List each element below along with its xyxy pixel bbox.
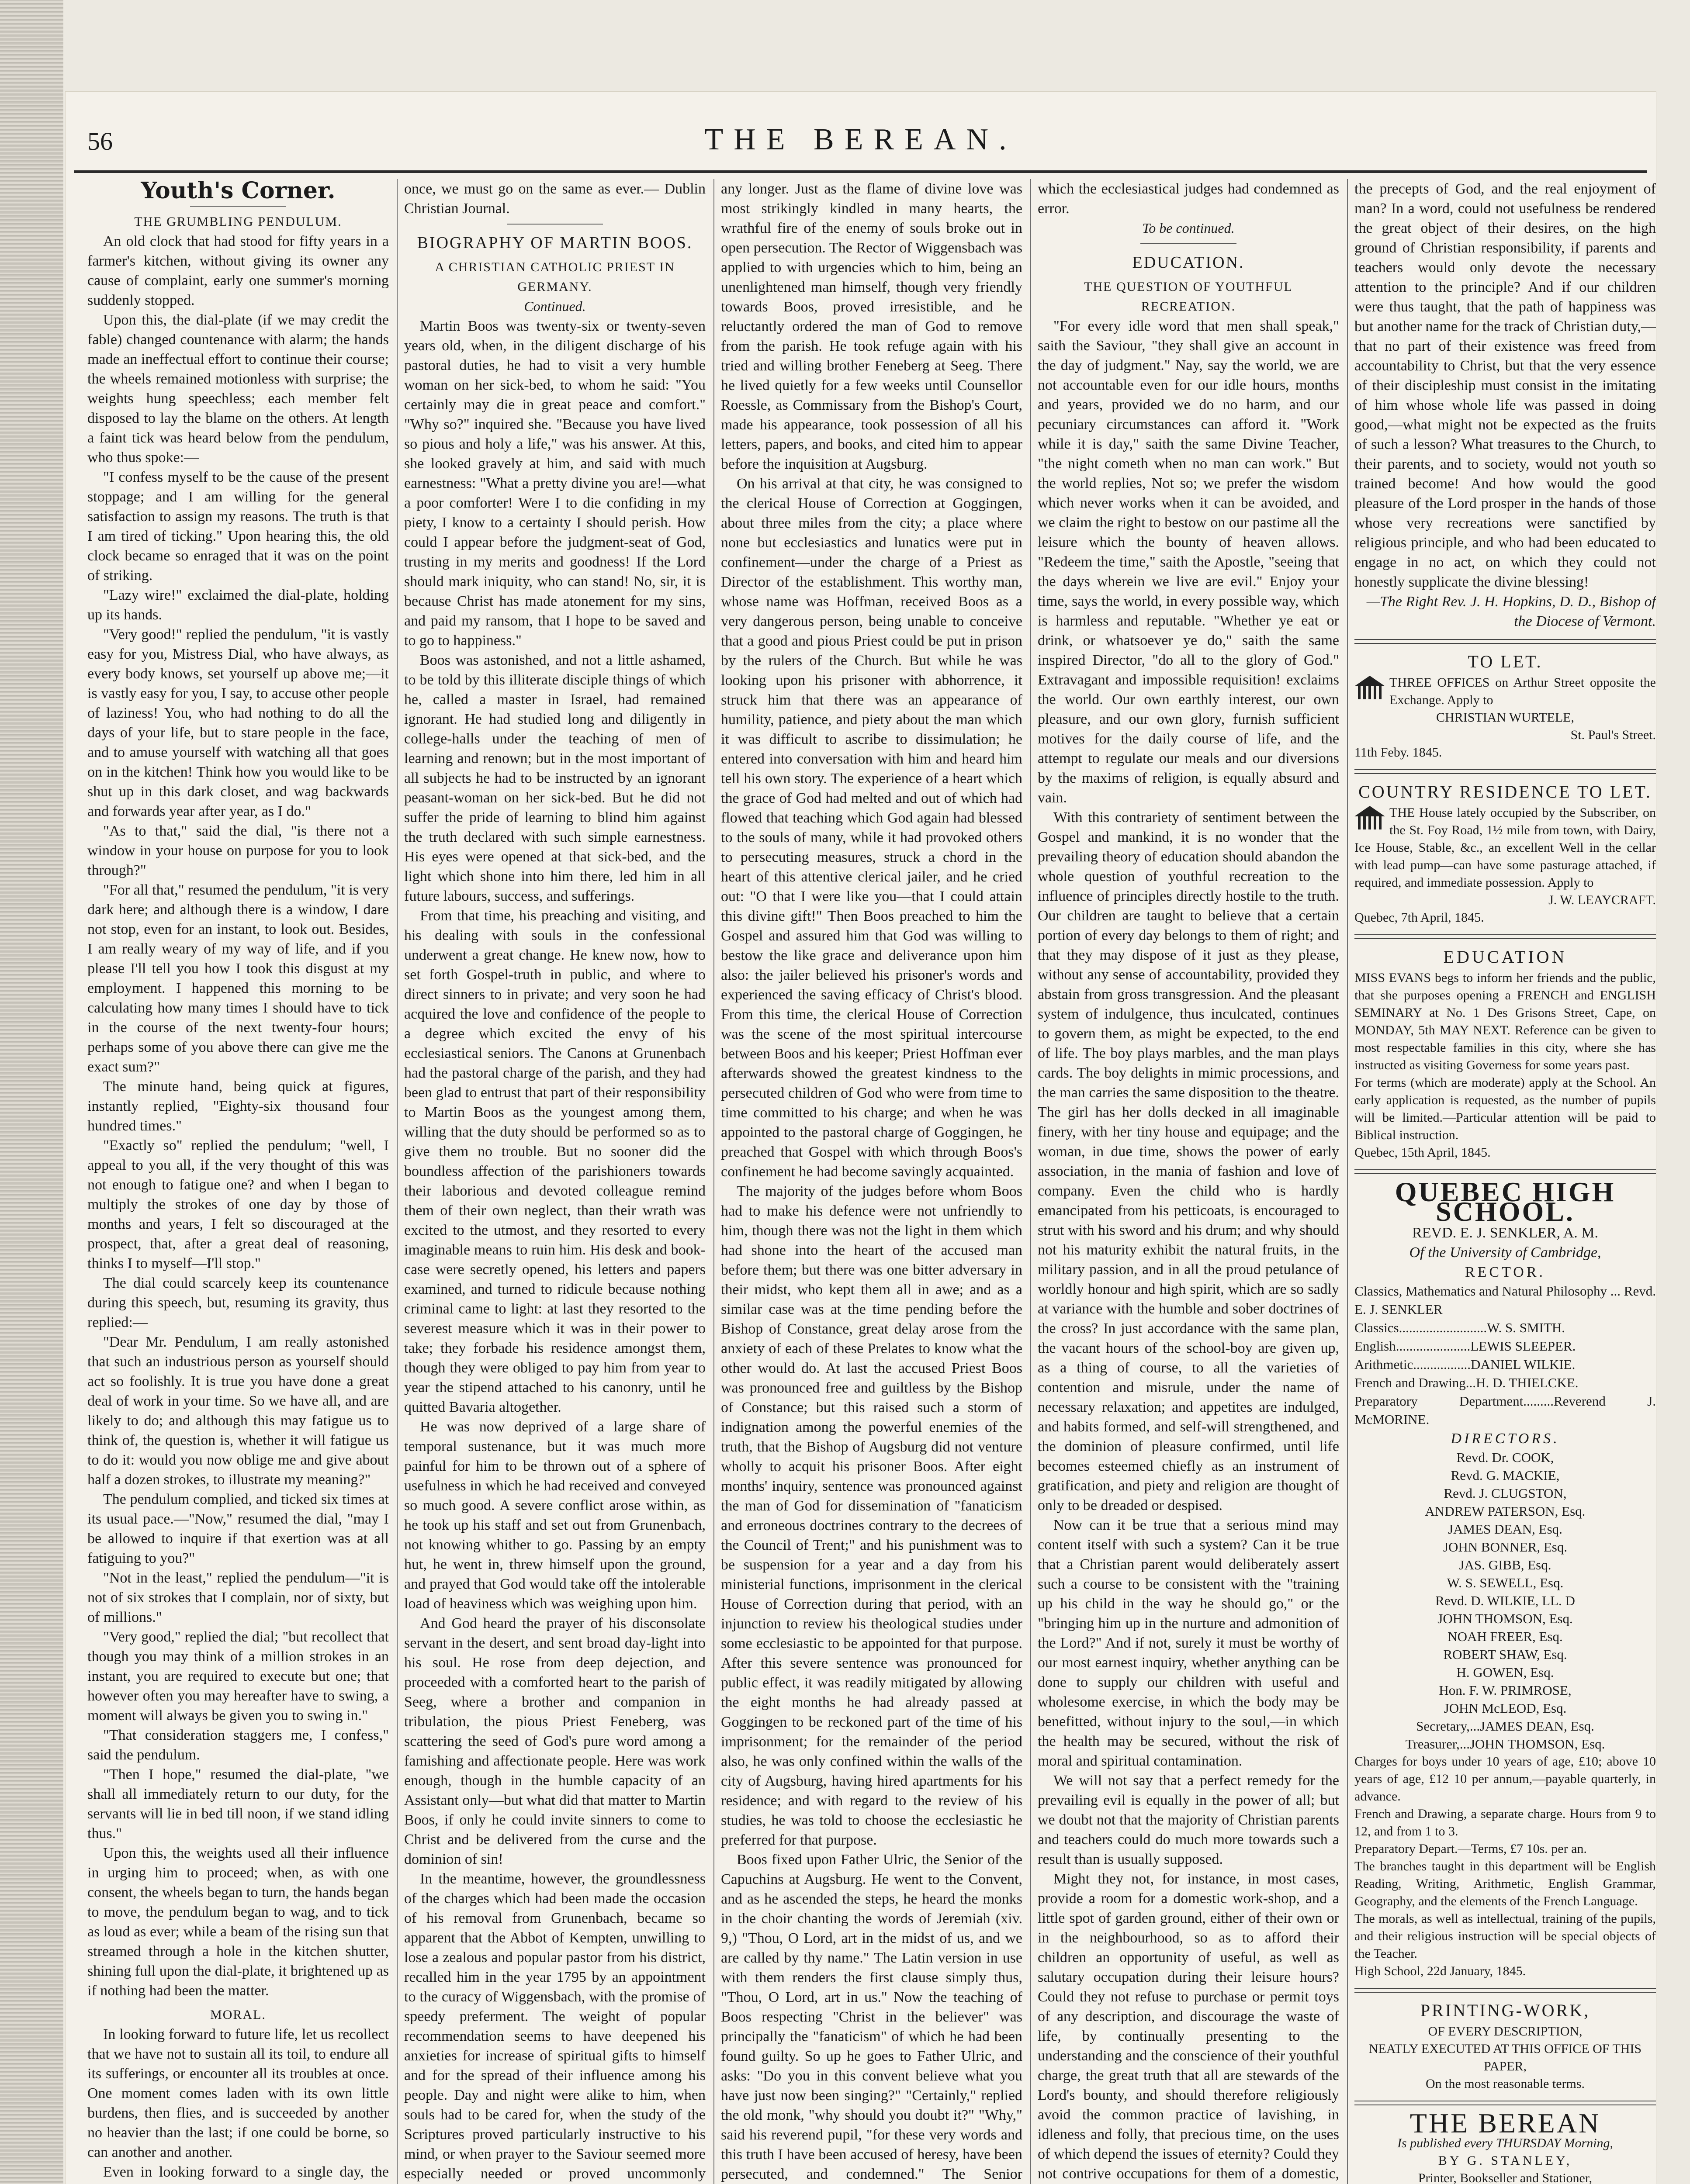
director: JOHN BONNER, Esq.	[1443, 1539, 1568, 1555]
paragraph: Now can it be true that a serious mind may content itself with such a system? Can it be true that a Christian parent would deliberately assert such a course to be consistent with the "training up his child in the way he should go," or the "bringing him up in the nurture and admonition of the Lord?" And if not, surely it must be worthy of our most earnest inquiry, whether anything can be done to supply our children with useful and wholesome exercise, in which the body may be benefitted, without injury to the soul,—in which the health may be secured, without the risk of moral and spiritual contamination.	[1038, 1517, 1339, 1769]
paragraph: "For all that," resumed the pendulum, "it is very dark here; and although there is a window, I dare not stop, even for an instant, to look out. Besides, I am really weary of my way of life, and if you please I'll tell you how I took this disgust at my employment. I happened this morning to be calculating how many times I should have to tick in the course of the next twenty-four hours; perhaps some of you above there can give me the exact sum?"	[87, 882, 389, 1075]
paragraph: Boos was astonished, and not a little ashamed, to be told by this illiterate disciple things of which he, called a master in Israel, had remained ignorant. He had studied long and diligently in college-halls under the teaching of men of learning and renown; but in the most important of all subjects he had to be instructed by an ignorant peasant-woman on her sick-bed. But he did not suffer the pride of learning to blind him against the truth declared with such simple earnestness. His eyes were opened at that sick-bed, and the light which shone into him there, led him in all future labours, success, and sufferings.	[404, 652, 706, 904]
article-title: THE GRUMBLING PENDULUM.	[134, 214, 342, 229]
paragraph: "That consideration staggers me, I confess," said the pendulum.	[87, 1727, 389, 1763]
ad-body: THREE OFFICES on Arthur Street opposite the Exchange. Apply to	[1389, 675, 1656, 707]
director: JAS. GIBB, Esq.	[1459, 1557, 1551, 1572]
header-rule	[74, 170, 1647, 173]
treasurer: Treasurer,...JOHN THOMSON, Esq.	[1405, 1736, 1605, 1752]
divider	[1354, 1988, 1656, 1993]
ad-date: 11th Feby. 1845.	[1354, 745, 1442, 760]
paragraph: Might they not, for instance, in most cases, provide a room for a domestic work-shop, and a little spot of garden ground, either of their own or in the neighbourhood, so as to afford their children an opportunity of useful, as well as salutary occupation during their leisure hours? Could they not refuse to purchase or permit toys of any description, and discourage the waste of life, by continually presenting to the understanding and the conscience of their youthful charge, the great truth that all are stewards of the Lord's bounty, and should therefore religiously avoid the common practice of lavishing, in idleness and folly, that precious time, on the uses of which depend the issues of eternity? Could they not contrive occupations for them of a domestic,	[1038, 1871, 1339, 2182]
director: ROBERT SHAW, Esq.	[1443, 1647, 1567, 1662]
column-divider	[713, 179, 714, 2184]
paragraph: Boos fixed upon Father Ulric, the Senior of the Capuchins at Augsburg. He went to the Convent, and as he ascended the steps, he heard the monks in the choir chanting the words of Jeremiah (xiv. 9,) "Thou, O Lord, art in the midst of us, and we are called by thy name." The Latin version in use with them renders the first clause simply thus, "Thou, O Lord, art in us." Now the teaching of Boos respecting "Christ in the believer" was principally the "fanaticism" of which he had been found guilty. So up he goes to Father Ulric, and asks: "Do you in this convent believe what you have just now been singing?" "Certainly," replied the old monk, "why should you doubt it?" "Why," said his reverend pupil, "for these very words and this truth I have been accused of heresy, have been persecuted, and condemned." The Senior	[721, 1852, 1022, 2182]
secretary: Secretary,...JAMES DEAN, Esq.	[1416, 1718, 1594, 1734]
paragraph: "For every idle word that men shall speak," saith the Saviour, "they shall give an account in the day of judgment." Nay, say the world, we are not accountable even for our idle hours, months and years, provided we do no harm, and our pecuniary circumstances can afford it. "Work while it is day," saith the same Divine Teacher, "the night cometh when no man can work." But the world replies, Not so; we prefer the wisdom which never works when it can be avoided, and we claim the right to bestow on our pastime all the leisure which the bounty of heaven allows. "Redeem the time," saith the Apostle, "seeing that the days wherein we live are evil." Enjoy your time, says the world, in every possible way, which is harmless and reputable. "Whether ye eat or drink, or whatsoever ye do," saith the same inspired Director, "do all to the glory of God." Extravagant and impossible requisition! exclaims the world. Our own earthly interest, our own pleasure, and our own glory, furnish sufficient motives for the daily course of life, and the attempt to regulate our meals and our diversions by the maxims of religion, is equally absurd and vain.	[1038, 318, 1339, 806]
ad-contact: J. W. LEAYCRAFT.	[1548, 893, 1656, 907]
paragraph: "Lazy wire!" exclaimed the dial-plate, holding up its hands.	[87, 587, 389, 623]
paragraph: An old clock that had stood for fifty years in a farmer's kitchen, without giving its owner any cause of complaint, early one summer's morning suddenly stopped.	[87, 233, 389, 308]
paragraph: "I confess myself to be the cause of the present stoppage; and I am willing for the general satisfaction to assign my reasons. The truth is that I am tired of ticking." Upon hearing this, the old clock became so enraged that it was on the point of striking.	[87, 469, 389, 584]
column-divider	[1030, 179, 1031, 2184]
masthead-title: THE BEREAN.	[704, 123, 1017, 156]
directors-list	[1354, 1448, 1656, 1717]
ad-body: MISS EVANS begs to inform her friends and the public, that she purposes opening a FRENCH and ENGLISH SEMINARY at No. 1 Des Grisons Street, Cape, on MONDAY, 5th MAY NEXT. Reference can be given to most respectable families in this city, where she has instructed as visiting Governess for some years past.	[1354, 971, 1656, 1072]
director: Revd. Dr. COOK,	[1456, 1450, 1554, 1465]
ad-body: THE House lately occupied by the Subscriber, on the St. Foy Road, 1½ mile from town, with Dairy, Ice House, Stable, &c., an excellent Well in the cellar with lead pump—can have some pasturage attached, if required, and immediate possession. Apply to	[1354, 805, 1656, 890]
staff-list	[1354, 1282, 1656, 1429]
ad-title: COUNTRY RESIDENCE TO LET.	[1358, 782, 1652, 802]
divider	[190, 206, 286, 207]
paragraph: "Not in the least," replied the pendulum—"it is not of six strokes that I complain, nor of sixty, but of millions."	[87, 1570, 389, 1625]
ad-line: OF EVERY DESCRIPTION,	[1428, 2024, 1583, 2039]
paragraph: which the ecclesiastical judges had condemned as error.	[1038, 181, 1339, 217]
rector-name: REVD. E. J. SENKLER, A. M.	[1412, 1225, 1598, 1241]
ad-line: NEATLY EXECUTED AT THIS OFFICE OF THIS PAPER,	[1368, 2042, 1642, 2073]
director: Revd. J. CLUGSTON,	[1444, 1486, 1567, 1501]
ad-title: EDUCATION	[1443, 947, 1567, 967]
school-note: High School, 22d January, 1845.	[1354, 1964, 1526, 1978]
signature: —The Right Rev. J. H. Hopkins, D. D., Bishop of the Diocese of Vermont.	[1366, 594, 1656, 629]
column-3	[721, 179, 1022, 2184]
section-title: Youth's Corner.	[141, 179, 336, 204]
paragraph: In the meantime, however, the groundlessness of the charges which had been made the occasion of his removal from Grunenbach, became so apparent that the Abbot of Kempten, unwilling to lose a zealous and popular pastor from his district, recalled him in the year 1795 by an appointment to the curacy of Wiggensbach, with the promise of speedy preferment. The weight of popular recommendation seems to have deepened his anxieties for increase of spiritual gifts to himself and for the spread of their influence among his people. Day and night were alike to him, when souls had to be cared for, when the study of the Scriptures proved particularly instructive to his mind, or when prayer to the Saviour seemed more especially needed or proved uncommonly	[404, 1871, 706, 2182]
school-note: The morals, as well as intellectual, training of the pupils, and their religious instruction will be special objects of the Teacher.	[1354, 1911, 1656, 1961]
divider	[1354, 1169, 1656, 1174]
rector-label: RECTOR.	[1465, 1264, 1545, 1280]
ad-title: TO LET.	[1468, 652, 1543, 671]
rector-university: Of the University of Cambridge,	[1409, 1244, 1601, 1261]
ad-high-school	[1354, 1176, 1656, 1980]
director: W. S. SEWELL, Esq.	[1447, 1575, 1564, 1590]
paragraph: Upon this, the dial-plate (if we may credit the fable) changed countenance with alarm; the hands made an ineffectual effort to continue their course; the wheels remained motionless with surprise; the weights hung speechless; each member felt disposed to lay the blame on the others. At length a faint tick was heard below from the pendulum, who thus spoke:—	[87, 312, 389, 466]
staff-row: Classics, Mathematics and Natural Philosophy ... Revd. E. J. SENKLER	[1354, 1283, 1656, 1317]
paragraph: "Exactly so" replied the pendulum; "well, I appeal to you all, if the very thought of this was not enough to fatigue one? and when I began to multiply the strokes of one day by those of months and years, I felt so discouraged at the prospect, that, after a great deal of reasoning, thinks I to myself—I'll stop."	[87, 1137, 389, 1272]
paragraph: "As to that," said the dial, "is there not a window in your house on purpose for you to look through?"	[87, 823, 389, 878]
paragraph: "Very good," replied the dial; "but recollect that though you may think of a million strokes in an instant, you are required to execute but one; that however often you may hereafter have to swing, a moment will always be given you to swing in."	[87, 1629, 389, 1724]
ad-education	[1354, 947, 1656, 1161]
paragraph: The minute hand, being quick at figures, instantly replied, "Eighty-six thousand four hundred times."	[87, 1078, 389, 1134]
paragraph: On his arrival at that city, he was consigned to the clerical House of Correction at Goggingen, about three miles from the city; a place where none but ecclesiastics and lunatics were put in confinement—under the charge of a Priest as Director of the establishment. This worthy man, whose name was Hoffman, received Boos as a very dangerous person, being unable to conceive that a good and pious Priest could be put in prison by the rulers of the Church. But while he was looking upon his prisoner with abhorrence, it struck him that there was an appearance of humility, patience, and piety about the man which it was difficult to ascribe to dissimulation; he entered into conversation with him and heard him tell his own story. The experience of a heart which the grace of God had melted and out of which had flowed that teaching which God again had blessed to the souls of many, while it had provoked others to persecuting measures, struck a chord in the heart of this attentive clerical jailer, and he cried out: "O that I were like you—that I could attain this divine gift!" Then Boos preached to him the Gospel and assured him that God was willing to bestow the like grace and deliverance upon him also: the jailer believed his prisoner's words and experienced the saving efficacy of Christ's blood. From this time, the clerical House of Correction was the scene of the most spiritual intercourse between Boos and his keeper; Priest Hoffman ever afterwards showed the greatest kindness to the persecuted children of God who were from time to time committed to his charge; and when he was appointed to the pastoral charge of Goggingen, he preached that Gospel with which through Boos's confinement he had become savingly acquainted.	[721, 476, 1022, 1180]
school-note: French and Drawing, a separate charge. Hours from 9 to 12, and from 1 to 3.	[1354, 1807, 1656, 1838]
column-5	[1354, 179, 1656, 2184]
ad-printing	[1354, 2001, 1656, 2093]
divider	[1140, 243, 1236, 244]
paragraph: "Then I hope," resumed the dial-plate, "we shall all immediately return to our duty, for the servants will lie in bed till noon, if we stand idling thus."	[87, 1766, 389, 1842]
paragraph: any longer. Just as the flame of divine love was most strikingly kindled in many hearts, the wrathful fire of the enemy of souls broke out in open persecution. The Rector of Wiggensbach was applied to with urgencies which to him, being an unenlightened man himself, though very friendly towards Boos, proved irresistible, and he reluctantly ordered the man of God to remove from the parish. He took refuge again with his tried and willing brother Feneberg at Seeg. There he lived quietly for a few weeks until Counsellor Roessle, as Commissary from the Bishop's Court, made his appearance, took possession of all his letters, papers, and books, and cited him to appear before the inquisition at Augsburg.	[721, 181, 1022, 472]
ad-contact: CHRISTIAN WURTELE,	[1436, 710, 1574, 725]
divider	[1354, 769, 1656, 774]
paragraph: With this contrariety of sentiment between the Gospel and mankind, it is no wonder that the prevailing theory of education should abandon the whole question of youthful recreation to the influence of principles directly hostile to the truth. Our children are taught to believe that a certain portion of every day belongs to them of right; and that they may dispose of it just as they please, without any sense of accountability, provided they abstain from gross transgression. And the pleasant system of indulgence, thus inculcated, continues to govern them, as might be expected, to the end of life. The boy plays marbles, and the man plays cards. The boy delights in mimic processions, and the man carries the same disposition to the theatre. The girl has her dolls decked in all imaginable finery, with her tiny house and equipage; and the woman, in due time, shows the power of early association, in the mania of fashion and love of company. Even the child who is hardly emancipated from his petticoats, is encouraged to strut with his sword and his drum; and why should not his maturity exhibit the natural fruits, in the military passion, and in all the proud petulance of worldly honour and high spirit, which are so sadly at variance with the humble and sober doctrines of the cross? In just accordance with the same plan, the vacant hours of the school-boy are given up, as a thing of course, to all the varieties of contention and misrule, under the name of necessary relaxation; and appetites are indulged, and habits formed, and self-will strengthened, and the dominion of pleasure confirmed, until life becomes esteemed chiefly as an instrument of gratification, and piety and religion are thought of only to be dreaded or despised.	[1038, 809, 1339, 1514]
column-2	[404, 179, 706, 2184]
ad-country-residence	[1354, 782, 1656, 926]
house-icon	[1354, 806, 1385, 830]
ad-body: For terms (which are moderate) apply at the School. An early application is requested, as the number of pupils will be limited.—Particular attention will be paid to Biblical instruction.	[1354, 1075, 1656, 1142]
paragraph: Even in looking forward to a single day, the	[103, 2164, 389, 2180]
director: H. GOWEN, Esq.	[1456, 1665, 1554, 1680]
ad-address: St. Paul's Street.	[1570, 728, 1656, 742]
director: JAMES DEAN, Esq.	[1448, 1521, 1562, 1537]
paragraph: Upon this, the weights used all their influence in urging him to proceed; when, as with one consent, the wheels began to turn, the hands began to move, the pendulum began to wag, and to tick as loud as ever; while a beam of the rising sun that streamed through a hole in the kitchen shutter, shining full upon the dial-plate, it brightened up as if nothing had been the matter.	[87, 1845, 389, 1999]
continued-note: Continued.	[524, 298, 586, 314]
director: Hon. F. W. PRIMROSE,	[1439, 1683, 1572, 1698]
paragraph: In looking forward to future life, let us recollect that we have not to sustain all its toil, to endure all its sufferings, or encounter all its troubles at once. One moment comes laden with its own little burdens, then flies, and is succeeded by another no heavier than the last; if one could be borne, so can another and another.	[87, 2026, 389, 2160]
scan-edge	[0, 0, 63, 2184]
staff-row: Classics..........................W. S. SMITH.	[1354, 1320, 1565, 1335]
paragraph: "Very good!" replied the pendulum, "it is vastly easy for you, Mistress Dial, who have always, as every body knows, set yourself up above me;—it is vastly easy for you, I say, to accuse other people of laziness! You, who had nothing to do all the days of your life, but to stare people in the face, and to amuse yourself with watching all that goes on in the kitchen! Think how you would like to be shut up in this dark closet, and wag backwards and forwards year after year, as I do."	[87, 626, 389, 819]
colophon-line: Is published every THURSDAY Morning,	[1397, 2136, 1614, 2150]
director: ANDREW PATERSON, Esq.	[1425, 1503, 1586, 1519]
ad-date: Quebec, 7th April, 1845.	[1354, 910, 1484, 925]
paragraph: the precepts of God, and the real enjoyment of man? In a word, could not usefulness be rendered the great object of their desires, on the high ground of Christian responsibility, if parents and teachers would only devote the necessary attention to the principle? And if our children were thus taught, that the path of happiness was but another name for the track of Christian duty,—that no part of their existence was freed from accountability to Christ, but that the very essence of their discipleship must consist in the imitating of him whose whole life was passed in doing good,—what might not be expected as the fruits of such a lesson? What treasures to the Church, to their parents, and to society, would not youth so trained become! And how would the good pleasure of the Lord prosper in the hands of those whose very recreations were sanctified by religious principle, and who had been educated to engage in no act, on which they could not honestly supplicate the divine blessing!	[1354, 181, 1656, 590]
paragraph: "Dear Mr. Pendulum, I am really astonished that such an industrious person as yourself should act so foolishly. It is true you have done a great deal of work in your time. So we have all, and are likely to do; and although this may fatigue us to think of, the question is, whether it will fatigue us to do it: would you now oblige me and give about half a dozen strokes, to illustrate my meaning?"	[87, 1334, 389, 1488]
school-note: Preparatory Depart.—Terms, £7 10s. per an.	[1354, 1842, 1587, 1856]
paragraph: And God heard the prayer of his disconsolate servant in the desert, and sent broad day-light into his soul. He rose from deep dejection, and proceeded with a comforted heart to the parish of Seeg, where a brother and companion in tribulation, the pious Priest Feneberg, was scattering the seed of God's pure word among a famishing and affectionate people. Here was work enough, though in the humble capacity of an Assistant only—but what did that matter to Martin Boos, if only he could invite sinners to come to Christ and be delivered from the curse and the dominion of sin!	[404, 1615, 706, 1867]
paragraph: once, we must go on the same as ever.— Dublin Christian Journal.	[404, 181, 706, 217]
school-note: The branches taught in this department will be English Reading, Writing, Arithmetic, English Grammar, Geography, and the elements of the French Language.	[1354, 1859, 1656, 1908]
divider	[1354, 934, 1656, 939]
colophon-line: BY G. STANLEY,	[1438, 2153, 1572, 2168]
director: Revd. G. MACKIE,	[1451, 1468, 1560, 1483]
page-number: 56	[87, 127, 113, 156]
staff-row: English......................LEWIS SLEEPER.	[1354, 1338, 1576, 1354]
paragraph: He was now deprived of a large share of temporal sustenance, but it was much more painful for him to be thrown out of a sphere of usefulness in which he had received and conveyed so much good. A severe conflict arose within, as he took up his staff and set out from Grunenbach, not knowing whither to go. Passing by an empty hut, he went in, threw himself upon the ground, and prayed that God would take off the intolerable load of heaviness which was weighing upon him.	[404, 1419, 706, 1612]
ad-line: On the most reasonable terms.	[1425, 2077, 1585, 2091]
director: NOAH FREER, Esq.	[1448, 1629, 1563, 1644]
divider	[1354, 2101, 1656, 2105]
berean-colophon	[1354, 2108, 1656, 2184]
article-title: EDUCATION.	[1132, 253, 1245, 272]
ad-date: Quebec, 15th April, 1845.	[1354, 1145, 1491, 1160]
paragraph: Martin Boos was twenty-six or twenty-seven years old, when, in the diligent discharge of his pastoral duties, he had to visit a very humble woman on her sick-bed, to whom he said: "You certainly may die in great peace and comfort." "Why so?" inquired she. "Because you have lived so pious and holy a life," was his answer. At this, she looked gravely at him, and said with much earnestness: "What a pretty divine you are!—what a poor comforter! Were I to die confiding in my piety, I know to a certainty I should perish. How could I appear before the judgment-seat of God, trusting in my merits and goodness! If the Lord should mark iniquity, who can stand! No, sir, it is because Christ has made atonement for my sins, and paid my ransom, that I hope to be saved and to go to happiness."	[404, 318, 706, 649]
school-title: QUEBEC HIGH SCHOOL.	[1395, 1176, 1616, 1227]
moral-heading: MORAL.	[210, 2008, 266, 2022]
paragraph: The dial could scarcely keep its countenance during this speech, but, resuming its gravity, thus replied:—	[87, 1275, 389, 1330]
column-divider	[1347, 179, 1348, 2184]
director: Revd. D. WILKIE, LL. D	[1435, 1593, 1575, 1608]
colophon-line: Printer, Bookseller and Stationer,	[1418, 2171, 1593, 2184]
column-divider	[397, 179, 398, 2184]
column-4	[1038, 179, 1339, 2184]
ad-to-let	[1354, 652, 1656, 761]
article-subtitle: THE QUESTION OF YOUTHFUL RECREATION.	[1084, 280, 1293, 314]
to-be-continued: To be continued.	[1142, 220, 1235, 236]
directors-label: DIRECTORS.	[1451, 1431, 1560, 1447]
paragraph: From that time, his preaching and visiting, and his dealing with souls in the confessional underwent a great change. He knew now, how to set forth Gospel-truth in public, and where to direct sinners to in private; and very soon he had acquired the love and confidence of the people to a degree which excited the envy of his ecclesiastical seniors. The Canons at Grunenbach had the pastoral charge of the parish, and they had been glad to entrust that part of their responsibility to Martin Boos as the youngest among them, willing that the duty should be performed so as to give them no trouble. But no sooner did the boundless affection of the parishioners towards their laborious and devoted colleague remind them of their own neglect, than their wrath was excited to the utmost, and they resorted to every imaginable means to ruin him. His desk and book-case were secretly opened, his letters and papers examined, and turned to ridicule because nothing criminal came to light: at last they resorted to the severest measure which it was in their power to take; they forbade his residence amongst them, though they were obliged to pay him from year to year the stipend attached to his canonry, until he quitted Bavaria altogether.	[404, 908, 706, 1415]
ad-title: PRINTING-WORK,	[1420, 2001, 1590, 2020]
paragraph: The pendulum complied, and ticked six times at its usual pace.—"Now," resumed the dial, "may I be allowed to inquire if that exertion was at all fatiguing to you?"	[87, 1491, 389, 1566]
column-1	[87, 179, 389, 2184]
running-header	[74, 118, 1647, 166]
staff-row: Arithmetic.................DANIEL WILKIE.	[1354, 1357, 1576, 1372]
staff-row: Preparatory Department.........Reverend J. McMORINE.	[1354, 1393, 1656, 1427]
article-subtitle: A CHRISTIAN CATHOLIC PRIEST IN GERMANY.	[435, 260, 675, 294]
staff-row: French and Drawing...H. D. THIELCKE.	[1354, 1375, 1579, 1390]
divider	[1354, 639, 1656, 644]
article-title: BIOGRAPHY OF MARTIN BOOS.	[417, 234, 693, 252]
director: JOHN THOMSON, Esq.	[1437, 1611, 1573, 1626]
paragraph: The majority of the judges before whom Boos had to make his defence were not unfriendly to him, though there was not the light in them which had shone into the heart of the accused man before them; but there was one bitter adversary in their midst, who kept them all in awe; and as a similar case was at the time pending before the Bishop of Constance, great delay arose from the anxiety of each of these Prelates to know what the other would do. At last the accused Priest Boos was pronounced free and guiltless by the Bishop of Constance; but this raised such a storm of indignation among the powerful enemies of the truth, that the Bishop of Augsburg did not venture wholly to acquit his prisoner Boos. After eight months' inquiry, sentence was pronounced against the man of God for dissemination of "fanaticism and erroneous doctrines contrary to the decrees of the Council of Trent;" and his punishment was to be suspension for a year and a day from his ministerial functions, imprisonment in the clerical House of Correction during that period, with an injunction to review his theological studies under some ecclesiastic to be appointed for that purpose. After this severe sentence was pronounced for public effect, it was readily mitigated by allowing the eight months he had already passed at Goggingen to be reckoned part of the time of his imprisonment; for the remainder of the period also, he was only confined within the walls of the city of Augsburg, having hired apartments for his residence; and with regard to the review of his studies, he was told to choose the ecclesiastic he preferred for that purpose.	[721, 1183, 1022, 1848]
school-note: Charges for boys under 10 years of age, £10; above 10 years of age, £12 10 per annum,—payable quarterly, in advance.	[1354, 1754, 1656, 1804]
director: JOHN McLEOD, Esq.	[1444, 1700, 1567, 1716]
article-body	[87, 232, 389, 2001]
columns	[87, 179, 1656, 2184]
house-icon	[1354, 676, 1385, 700]
paragraph: We will not say that a perfect remedy for the prevailing evil is equally in the power of all; but we doubt not that the majority of Christian parents and teachers could do much more towards such a result than is usually supposed.	[1038, 1773, 1339, 1867]
divider	[507, 224, 603, 225]
colophon-title: THE BEREAN	[1409, 2108, 1601, 2139]
